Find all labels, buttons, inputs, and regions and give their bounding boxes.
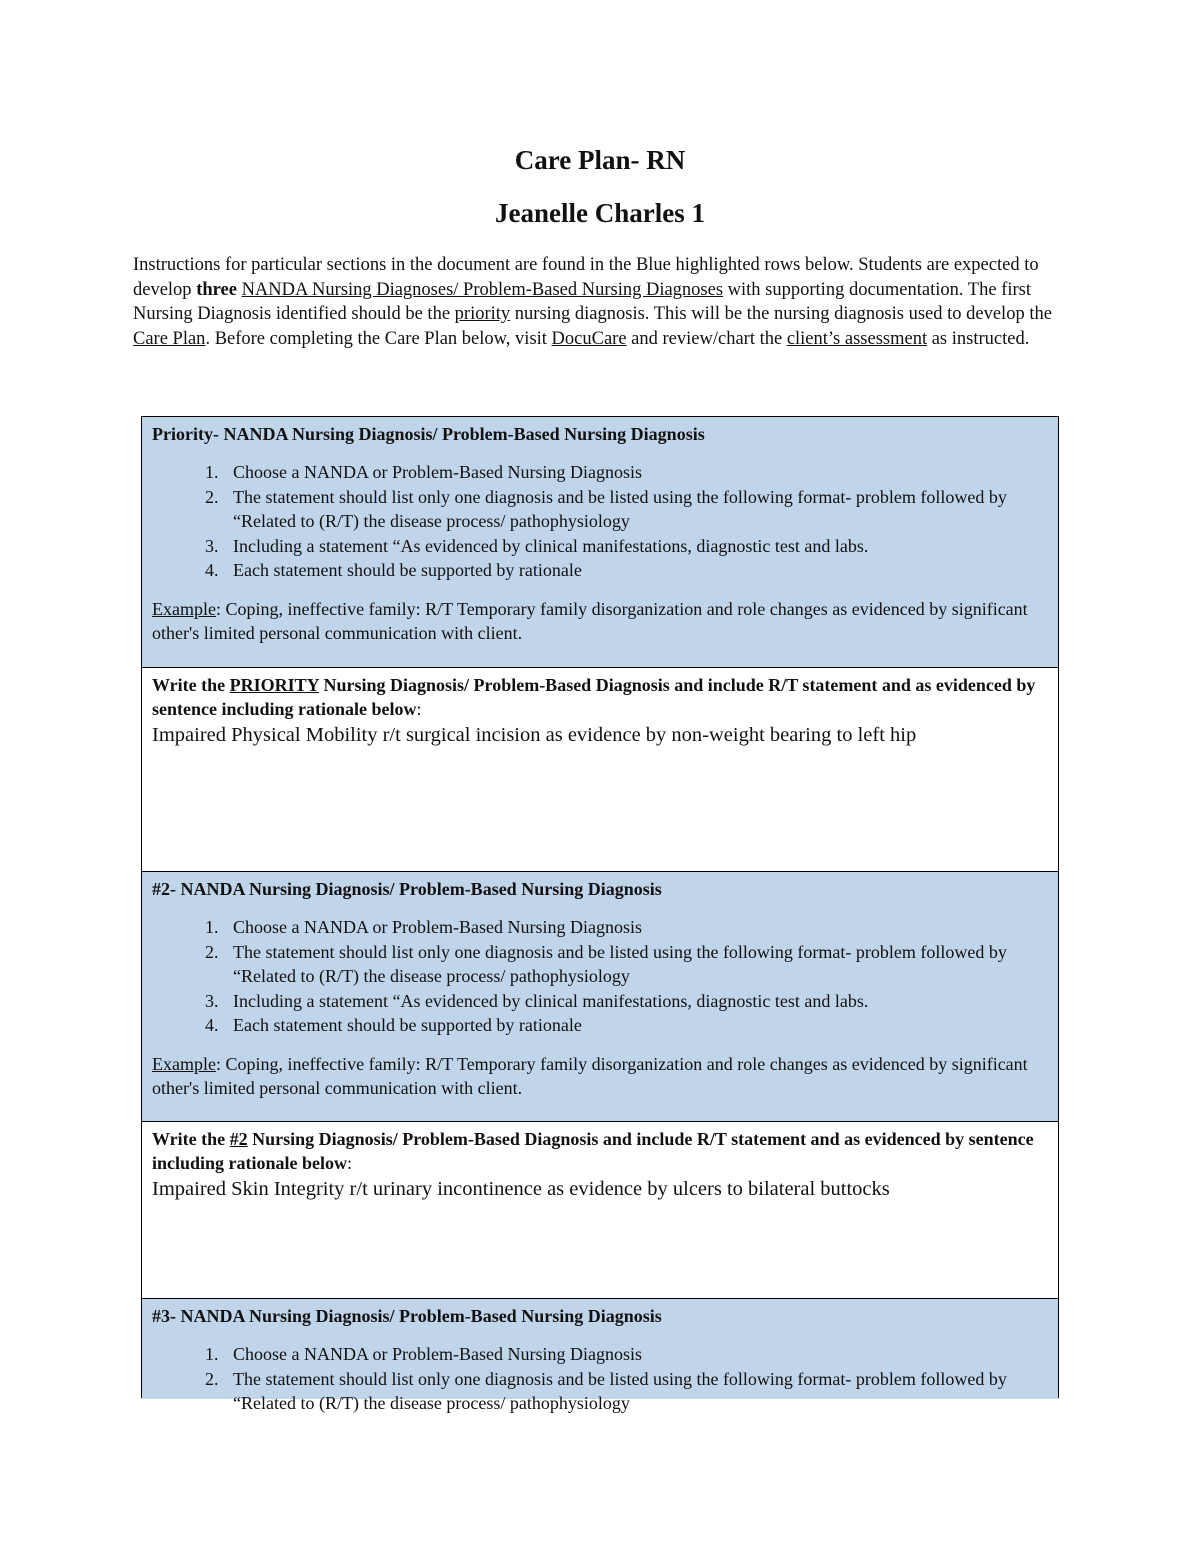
intro-text: and review/chart the — [626, 328, 787, 349]
section-header: Priority- NANDA Nursing Diagnosis/ Problem-Based Nursing Diagnosis — [152, 424, 705, 444]
priority-term: priority — [454, 304, 511, 324]
list-item: 2. The statement should list only one diagnosis and be listed using the following format- problem followed by “Related to (R/T) the disease process/ pathophysiology — [223, 940, 1048, 989]
priority-instructions-row — [142, 417, 1058, 667]
intro-text: as instructed. — [927, 328, 1030, 349]
diagnosis-3-instructions-row — [142, 1299, 1058, 1413]
example-label: Example — [152, 598, 216, 619]
docucare-link[interactable]: DocuCare — [551, 328, 627, 349]
diagnosis-answer[interactable]: Impaired Physical Mobility r/t surgical incision as evidence by non-weight bearing to left hip — [152, 724, 917, 746]
instruction-list — [152, 915, 1048, 1038]
nanda-link[interactable]: NANDA Nursing Diagnoses/ Problem-Based Nursing Diagnoses — [241, 279, 724, 300]
diagnosis-answer[interactable]: Impaired Skin Integrity r/t urinary incontinence as evidence by ulcers to bilateral buttocks — [152, 1178, 890, 1200]
example-label: Example — [152, 1053, 216, 1074]
diagnosis-2-answer-cell[interactable] — [142, 1122, 1058, 1298]
example-text — [152, 597, 1048, 646]
diagnosis-2-instructions-row — [142, 872, 1058, 1121]
intro-text: Instructions for particular sections in the document are found in the Blue highlighted rows below. Students are expected to develop — [133, 255, 1039, 300]
prompt-text: Write the — [152, 675, 230, 695]
intro-text: nursing diagnosis. This will be the nursing diagnosis used to develop the — [510, 304, 1052, 324]
priority-answer-cell[interactable] — [142, 668, 1058, 871]
intro-three: three — [196, 279, 237, 300]
list-item: 1. Choose a NANDA or Problem-Based Nursing Diagnosis — [223, 460, 1048, 485]
prompt-colon: : — [347, 1153, 353, 1173]
prompt-text: Nursing Diagnosis/ Problem-Based Diagnosis and include R/T statement and as evidenced by sentence including rationale below — [152, 1129, 1034, 1173]
section-header: #2- NANDA Nursing Diagnosis/ Problem-Based Nursing Diagnosis — [152, 879, 662, 899]
list-item: 4. Each statement should be supported by rationale — [223, 1013, 1048, 1038]
care-plan-table — [141, 416, 1059, 1413]
instruction-list — [152, 460, 1048, 583]
student-name: Jeanelle Charles 1 — [495, 198, 705, 228]
intro-text: with supporting documentation. The first Nursing Diagnosis identified should be the — [133, 279, 1031, 324]
intro-text: . Before completing the Care Plan below, visit — [205, 328, 552, 349]
list-item: 1. Choose a NANDA or Problem-Based Nursing Diagnosis — [223, 915, 1048, 940]
answer-prompt — [152, 1127, 1048, 1175]
prompt-colon: : — [416, 699, 422, 719]
care-plan-link[interactable]: Care Plan — [133, 328, 206, 349]
instruction-list — [152, 1342, 1048, 1416]
list-item: 3. Including a statement “As evidenced by clinical manifestations, diagnostic test and labs. — [223, 534, 1048, 559]
prompt-key: PRIORITY — [229, 675, 319, 695]
document-title: Care Plan- RN — [514, 145, 686, 175]
prompt-text: Write the — [152, 1129, 230, 1149]
prompt-key: #2 — [229, 1129, 248, 1149]
example-body: : Coping, ineffective family: R/T Temporary family disorganization and role changes as evidenced by significant other's limited personal communication with client. — [152, 1053, 1028, 1098]
list-item: 1. Choose a NANDA or Problem-Based Nursing Diagnosis — [223, 1342, 1048, 1367]
intro-paragraph — [133, 253, 1063, 351]
example-text — [152, 1052, 1048, 1101]
list-item: 2. The statement should list only one diagnosis and be listed using the following format- problem followed by “Related to (R/T) the disease process/ pathophysiology — [223, 485, 1048, 534]
client-assessment-link[interactable]: client’s assessment — [786, 328, 928, 349]
section-header: #3- NANDA Nursing Diagnosis/ Problem-Based Nursing Diagnosis — [152, 1306, 662, 1326]
prompt-text: Nursing Diagnosis/ Problem-Based Diagnosis and include R/T statement and as evidenced by sentence including rationale below — [152, 675, 1036, 719]
list-item: 4. Each statement should be supported by rationale — [223, 558, 1048, 583]
list-item: 2. The statement should list only one diagnosis and be listed using the following format- problem followed by “Related to (R/T) the disease process/ pathophysiology — [223, 1367, 1048, 1416]
list-item: 3. Including a statement “As evidenced by clinical manifestations, diagnostic test and labs. — [223, 989, 1048, 1014]
example-body: : Coping, ineffective family: R/T Temporary family disorganization and role changes as evidenced by significant other's limited personal communication with client. — [152, 598, 1028, 643]
answer-prompt — [152, 673, 1048, 721]
